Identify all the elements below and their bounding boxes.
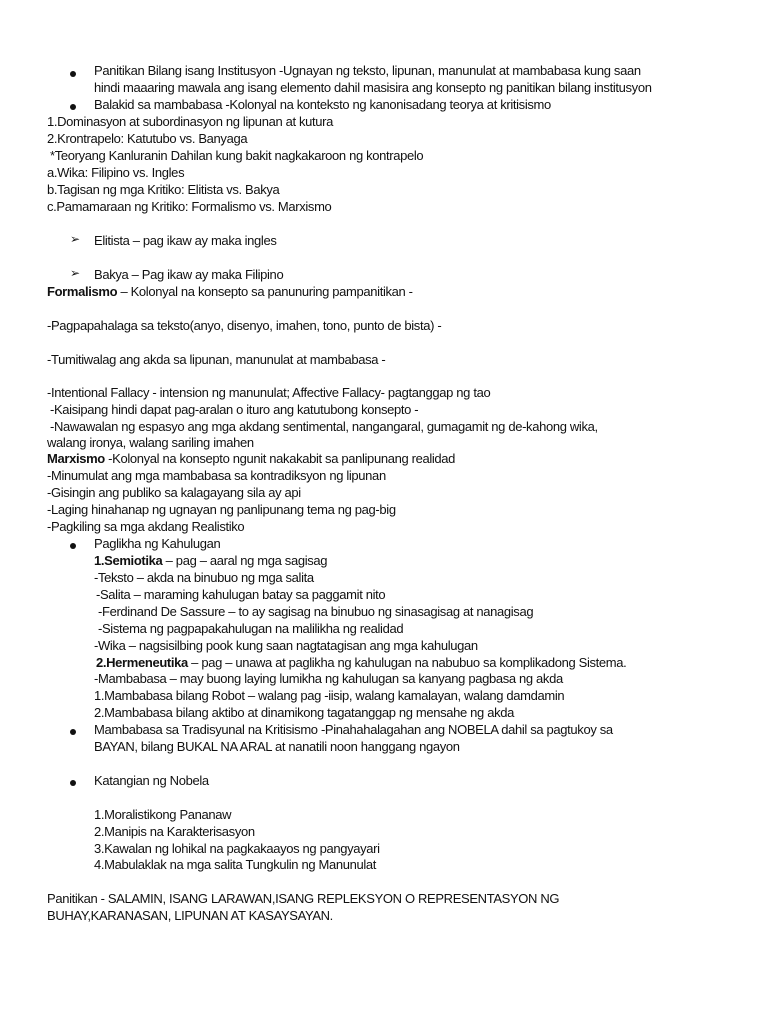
text-line: -Intentional Fallacy - intension ng manunulat; Affective Fallacy- pagtanggap ng tao — [47, 385, 491, 400]
text-line: -Salita – maraming kahulugan batay sa paggamit nito — [96, 587, 386, 602]
text-line: *Teoryang Kanluranin Dahilan kung bakit nagkakaroon ng kontrapelo — [50, 148, 424, 163]
heading-formalismo: Formalismo — [47, 284, 118, 299]
text-line: 1.Mambabasa bilang Robot – walang pag -iisip, walang kamalayan, walang damdamin — [94, 688, 565, 703]
text-line: b.Tagisan ng mga Kritiko: Elitista vs. Bakya — [47, 182, 280, 197]
text-line: -Teksto – akda na binubuo ng mga salita — [94, 570, 314, 585]
arrow-bullet-icon: ➢ — [70, 266, 80, 280]
text-line: -Minumulat ang mga mambabasa sa kontradiksyon ng lipunan — [47, 468, 386, 483]
text-line: 2.Krontrapelo: Katutubo vs. Banyaga — [47, 131, 248, 146]
bullet-dot-icon — [70, 104, 76, 110]
arrow-bullet-icon: ➢ — [70, 232, 80, 246]
text-fragment: – Kolonyal na konsepto sa panunuring pampanitikan - — [117, 284, 413, 299]
text-line: 4.Mabulaklak na mga salita Tungkulin ng Manunulat — [94, 857, 377, 872]
text-line — [94, 552, 327, 569]
text-line: -Wika – nagsisilbing pook kung saan nagtatagisan ang mga kahulugan — [94, 638, 478, 653]
text-line: -Laging hinahanap ng ugnayan ng panlipunang tema ng pag-big — [47, 502, 396, 517]
text-line: hindi maaaring mawala ang isang elemento dahil masisira ang konsepto ng panitikan bilang institusyon — [94, 80, 652, 95]
heading-marxismo: Marxismo — [47, 451, 105, 466]
text-line: 1.Dominasyon at subordinasyon ng lipunan at kutura — [47, 114, 334, 129]
text-line: Bakya – Pag ikaw ay maka Filipino — [94, 267, 284, 282]
bullet-dot-icon — [70, 543, 76, 549]
text-line: Katangian ng Nobela — [94, 773, 209, 788]
text-line: -Ferdinand De Sassure – to ay sagisag na binubuo ng sinasagisag at nanagisag — [98, 604, 534, 619]
text-line: -Mambabasa – may buong laying lumikha ng kahulugan sa kanyang pagbasa ng akda — [94, 671, 563, 686]
heading-semiotika: 1.Semiotika — [94, 553, 163, 568]
text-line: -Gisingin ang publiko sa kalagayang sila ay api — [47, 485, 301, 500]
text-line: 2.Mambabasa bilang aktibo at dinamikong tagatanggap ng mensahe ng akda — [94, 705, 514, 720]
text-line: walang ironya, walang sariling imahen — [47, 435, 254, 450]
text-line: c.Pamamaraan ng Kritiko: Formalismo vs. Marxismo — [47, 199, 332, 214]
text-line: a.Wika: Filipino vs. Ingles — [47, 165, 185, 180]
text-line: 2.Manipis na Karakterisasyon — [94, 824, 255, 839]
text-line: Elitista – pag ikaw ay maka ingles — [94, 233, 277, 248]
text-line: -Kaisipang hindi dapat pag-aralan o ituro ang katutubong konsepto - — [50, 402, 419, 417]
heading-hermeneutika: 2.Hermeneutika — [96, 655, 188, 670]
text-line: Panitikan - SALAMIN, ISANG LARAWAN,ISANG REPLEKSYON O REPRESENTASYON NG — [47, 891, 560, 906]
text-line: 3.Kawalan ng lohikal na pagkakaayos ng pangyayari — [94, 841, 380, 856]
text-line: -Sistema ng pagpapakahulugan na malilikha ng realidad — [98, 621, 404, 636]
text-line — [47, 283, 413, 300]
text-line: Mambabasa sa Tradisyunal na Kritisismo -Pinahahalagahan ang NOBELA dahil sa pagtukoy sa — [94, 722, 613, 737]
text-line — [96, 654, 626, 671]
bullet-dot-icon — [70, 780, 76, 786]
bullet-dot-icon — [70, 729, 76, 735]
text-line: -Tumitiwalag ang akda sa lipunan, manunulat at mambabasa - — [47, 352, 386, 367]
text-line: Paglikha ng Kahulugan — [94, 536, 221, 551]
text-line — [47, 450, 455, 467]
text-line: BUHAY,KARANASAN, LIPUNAN AT KASAYSAYAN. — [47, 908, 333, 923]
text-line: Balakid sa mambabasa -Kolonyal na konteksto ng kanonisadang teorya at kritisismo — [94, 97, 551, 112]
text-line: -Pagpapahalaga sa teksto(anyo, disenyo, imahen, tono, punto de bista) - — [47, 318, 442, 333]
text-line: Panitikan Bilang isang Institusyon -Ugnayan ng teksto, lipunan, manunulat at mambabasa kung saan — [94, 63, 641, 78]
text-line: -Nawawalan ng espasyo ang mga akdang sentimental, nangangaral, gumagamit ng de-kahong wika, — [50, 419, 598, 434]
text-line: 1.Moralistikong Pananaw — [94, 807, 232, 822]
text-fragment: -Kolonyal na konsepto ngunit nakakabit sa panlipunang realidad — [104, 451, 456, 466]
text-fragment: – pag – unawa at paglikha ng kahulugan na nabubuo sa komplikadong Sistema. — [187, 655, 627, 670]
text-fragment: – pag – aaral ng mga sagisag — [162, 553, 328, 568]
text-line: BAYAN, bilang BUKAL NA ARAL at nanatili noon hanggang ngayon — [94, 739, 460, 754]
text-line: -Pagkiling sa mga akdang Realistiko — [47, 519, 245, 534]
bullet-dot-icon — [70, 71, 76, 77]
